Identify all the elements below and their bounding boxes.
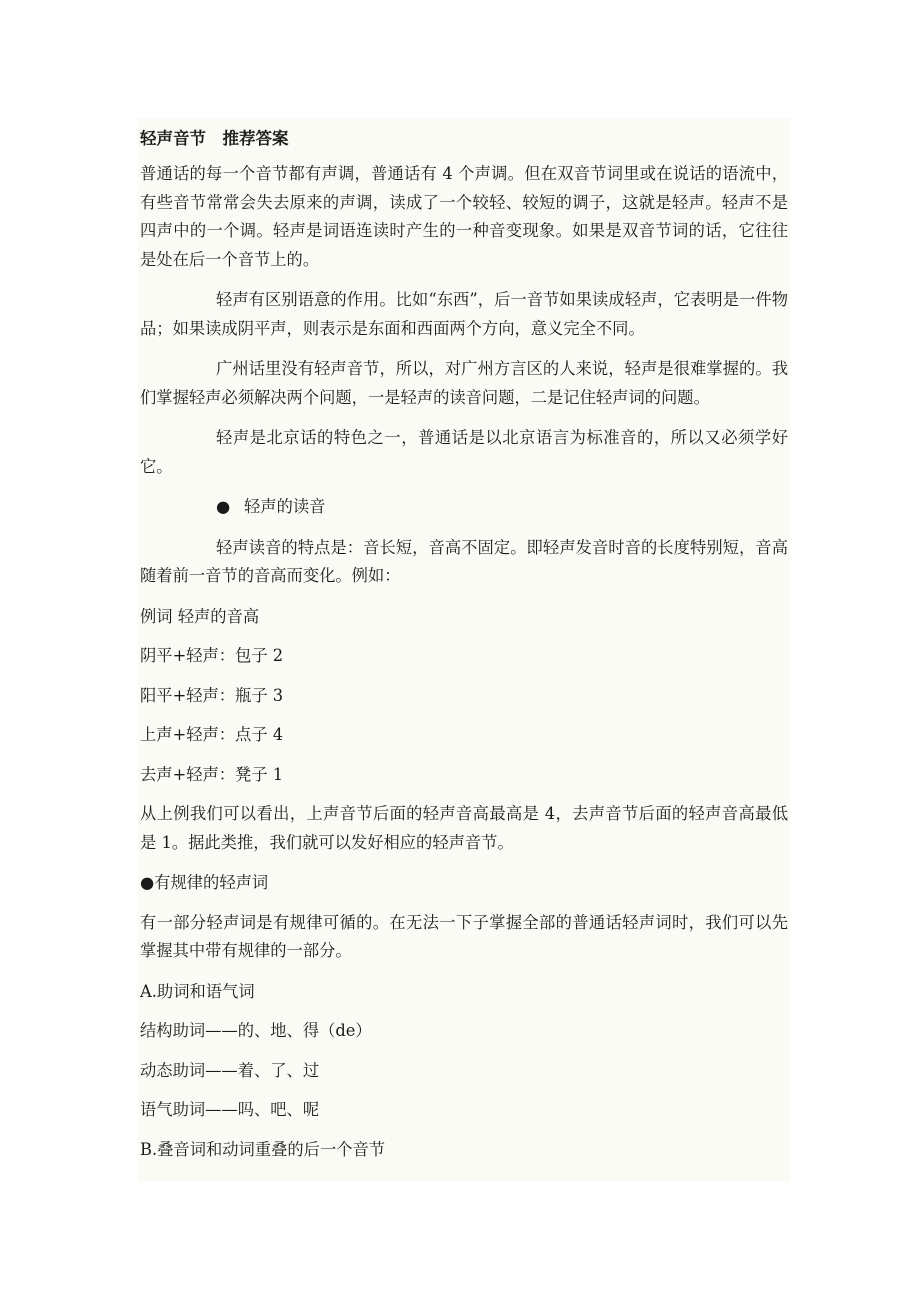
particle-row: 语气助词——吗、吧、呢 — [140, 1100, 320, 1119]
document-body — [138, 118, 790, 1181]
example-row: 上声+轻声：点子 4 — [140, 725, 284, 744]
paragraph-intro: 普通话的每一个音节都有声调，普通话有 4 个声调。但在双音节词里或在说话的语流中，有些音节常常会失去原来的声调，读成了一个较轻、较短的调子，这就是轻声。轻声不是四声中的一个调。轻声是词语连读时产生的一种音变现象。如果是双音节词的话，它往往是处在后一个音节上的。 — [140, 164, 788, 269]
section-heading-text: 轻声的读音 — [244, 497, 326, 516]
subsection-b-heading: B.叠音词和动词重叠的后一个音节 — [140, 1139, 386, 1159]
subsection-a-heading: A.助词和语气词 — [140, 981, 255, 1001]
particle-row: 动态助词——着、了、过 — [140, 1060, 320, 1080]
paragraph-meaning: 轻声有区别语意的作用。比如“东西”，后一音节如果读成轻声，它表明是一件物品；如果读成阴平声，则表示是东面和西面两个方向，意义完全不同。 — [140, 290, 788, 338]
document-title: 轻声音节 推荐答案 — [140, 129, 289, 148]
section-heading-reading — [140, 493, 788, 522]
section-heading-regular: ●有规律的轻声词 — [140, 873, 269, 892]
paragraph-beijing: 轻声是北京话的特色之一，普通话是以北京语言为标准音的，所以又必须学好它。 — [140, 428, 788, 476]
paragraph-reading-desc: 轻声读音的特点是：音长短，音高不固定。即轻声发音时音的长度特别短，音高随着前一音节的音高而变化。例如： — [140, 537, 788, 585]
example-row: 阴平+轻声：包子 2 — [140, 646, 284, 665]
paragraph-conclusion: 从上例我们可以看出，上声音节后面的轻声音高最高是 4，去声音节后面的轻声音高最低是 1。据此类推，我们就可以发好相应的轻声音节。 — [140, 804, 788, 852]
example-row: 阳平+轻声：瓶子 3 — [140, 685, 284, 705]
bullet-icon: ● — [216, 497, 231, 516]
paragraph-regular-desc: 有一部分轻声词是有规律可循的。在无法一下子掌握全部的普通话轻声词时，我们可以先掌握其中带有规律的一部分。 — [140, 912, 788, 960]
example-header: 例词 轻声的音高 — [140, 606, 260, 626]
paragraph-guangzhou: 广州话里没有轻声音节，所以，对广州方言区的人来说，轻声是很难掌握的。我们掌握轻声必须解决两个问题，一是轻声的读音问题，二是记住轻声词的问题。 — [140, 359, 788, 407]
particle-row: 结构助词——的、地、得（de） — [140, 1021, 372, 1040]
example-row: 去声+轻声：凳子 1 — [140, 764, 284, 784]
